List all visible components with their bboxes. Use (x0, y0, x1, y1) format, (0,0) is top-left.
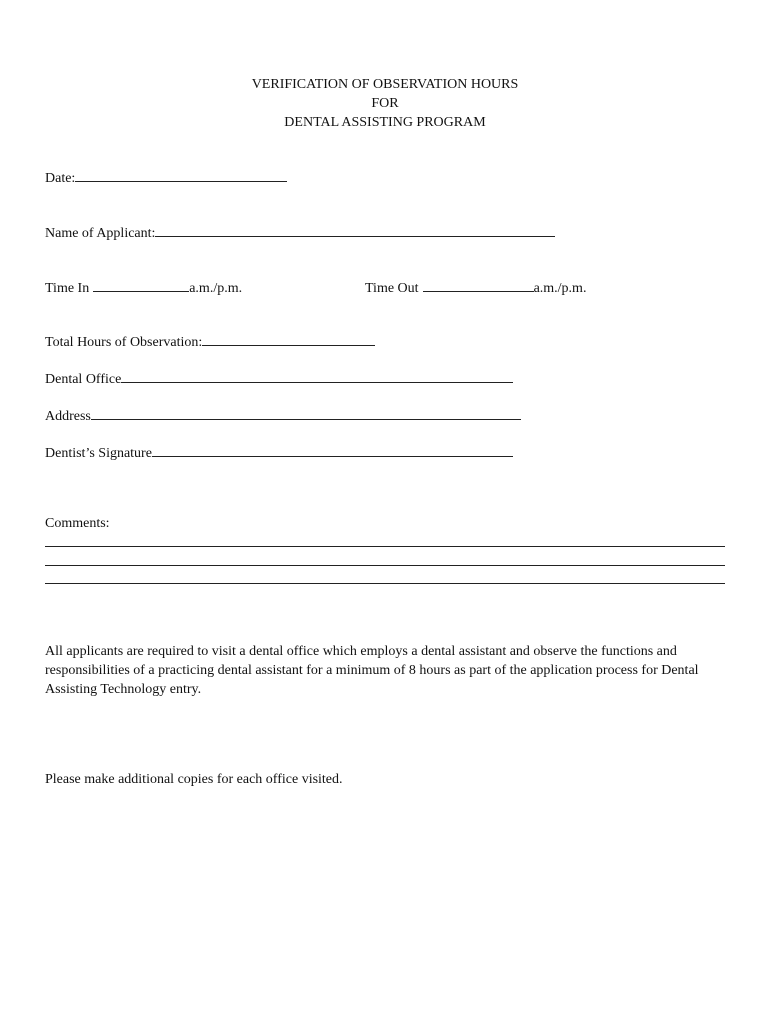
time-out-input-line[interactable] (423, 277, 534, 292)
dental-office-field (45, 368, 513, 389)
comments-line-3[interactable] (45, 583, 725, 584)
dental-office-input-line[interactable] (121, 368, 513, 383)
time-out-label: Time Out (365, 281, 419, 296)
total-hours-label: Total Hours of Observation: (45, 335, 203, 350)
time-in-label: Time In (45, 281, 90, 296)
time-in-field (45, 277, 242, 298)
total-hours-input-line[interactable] (202, 331, 375, 346)
address-field (45, 405, 521, 426)
time-out-field (365, 277, 586, 298)
applicant-name-field (45, 222, 555, 243)
address-input-line[interactable] (91, 405, 521, 420)
instructions-paragraph: All applicants are required to visit a dental office which employs a dental assistant and observe the functions and responsibilities of a practicing dental assistant for a minimum of 8 hours as part of the application process for Dental Assisting Technology entry. (45, 644, 699, 697)
applicant-name-input-line[interactable] (155, 222, 555, 237)
date-input-line[interactable] (75, 167, 287, 182)
form-title-line-2: FOR (371, 96, 399, 111)
comments-label: Comments: (45, 516, 110, 531)
dental-office-label: Dental Office (45, 372, 122, 387)
date-field (45, 167, 287, 188)
copies-note: Please make additional copies for each office visited. (45, 772, 343, 787)
applicant-name-label: Name of Applicant: (45, 226, 156, 241)
time-out-ampm: a.m./p.m. (533, 281, 587, 296)
form-title-line-3: DENTAL ASSISTING PROGRAM (284, 115, 486, 130)
signature-label: Dentist’s Signature (45, 446, 152, 461)
signature-field (45, 442, 513, 463)
date-label: Date: (45, 171, 76, 186)
time-in-ampm: a.m./p.m. (189, 281, 243, 296)
comments-line-1[interactable] (45, 546, 725, 547)
comments-line-2[interactable] (45, 565, 725, 566)
signature-input-line[interactable] (152, 442, 513, 457)
address-label: Address (45, 409, 91, 424)
total-hours-field (45, 331, 375, 352)
time-in-input-line[interactable] (93, 277, 189, 292)
form-title-line-1: VERIFICATION OF OBSERVATION HOURS (251, 77, 519, 92)
comments-field (45, 515, 110, 533)
